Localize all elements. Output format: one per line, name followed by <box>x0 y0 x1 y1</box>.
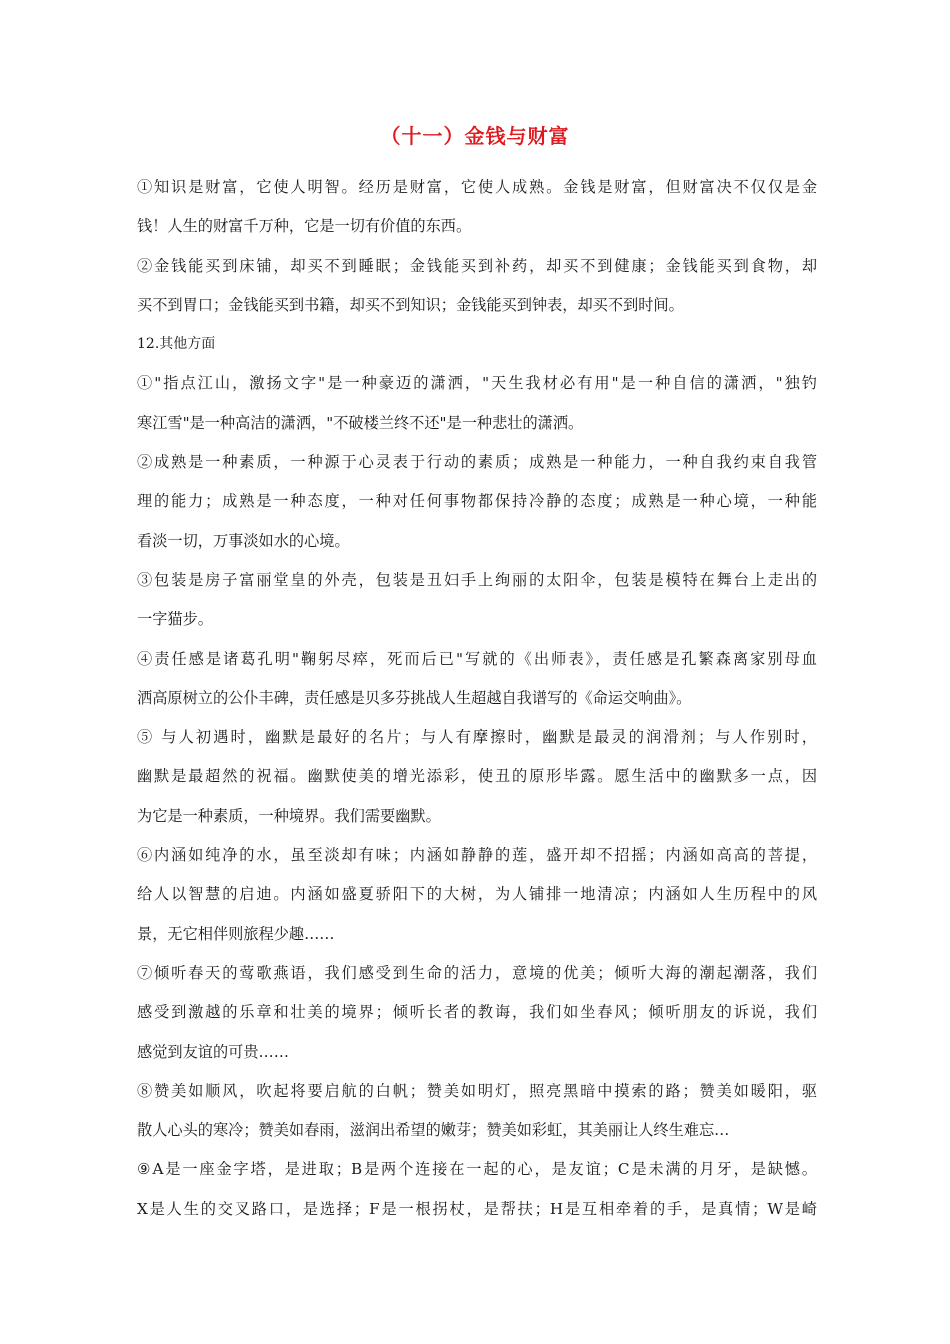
text-line: 一字猫步。 <box>137 610 213 629</box>
text-line: X是人生的交叉路口，是选择；F是一根拐杖，是帮扶；H是互相牵着的手，是真情；W是崎 <box>137 1199 817 1218</box>
text-line: 寒江雪"是一种高洁的潇洒，"不破楼兰终不还"是一种悲壮的潇洒。 <box>137 413 584 432</box>
text-line: ③包装是房子富丽堂皇的外壳，包装是丑妇手上绚丽的太阳伞，包装是模特在舞台上走出的 <box>137 570 817 589</box>
section-heading: 12.其他方面 <box>137 336 216 353</box>
text-line: 景，无它相伴则旅程少趣…… <box>137 924 335 943</box>
text-line: ⑨A是一座金字塔，是进取；B是两个连接在一起的心，是友谊；C是未满的月牙，是缺憾。 <box>137 1160 817 1179</box>
text-line: ⑥内涵如纯净的水，虽至淡却有味；内涵如静静的莲，盛开却不招摇；内涵如高高的菩提， <box>137 846 817 865</box>
text-line: ①知识是财富，它使人明智。经历是财富，它使人成熟。金钱是财富，但财富决不仅仅是金 <box>137 178 817 196</box>
text-line: 为它是一种素质，一种境界。我们需要幽默。 <box>137 806 441 825</box>
text-line: 洒高原树立的公仆丰碑，责任感是贝多芬挑战人生超越自我谱写的《命运交响曲》。 <box>137 688 692 707</box>
text-line: 看淡一切，万事淡如水的心境。 <box>137 531 350 550</box>
text-line: 散人心头的寒冷；赞美如春雨，滋润出希望的嫩芽；赞美如彩虹，其美丽让人终生难忘… <box>137 1121 730 1140</box>
text-line: 理的能力；成熟是一种态度，一种对任何事物都保持冷静的态度；成熟是一种心境，一种能 <box>137 492 817 511</box>
text-line: ⑤ 与人初遇时，幽默是最好的名片；与人有摩擦时，幽默是最灵的润滑剂；与人作别时， <box>137 728 817 747</box>
text-line: ④责任感是诸葛孔明"鞠躬尽瘁，死而后已"写就的《出师表》，责任感是孔繁森离家别母血 <box>137 649 817 668</box>
text-line: 给人以智慧的启迪。内涵如盛夏骄阳下的大树，为人铺排一地清凉；内涵如人生历程中的风 <box>137 885 817 904</box>
text-line: ②成熟是一种素质，一种源于心灵表于行动的素质；成熟是一种能力，一种自我约束自我管 <box>137 453 817 472</box>
text-line: ①"指点江山，激扬文字"是一种豪迈的潇洒，"天生我材必有用"是一种自信的潇洒，"独钓 <box>137 374 817 393</box>
text-line: 感受到激越的乐章和壮美的境界；倾听长者的教诲，我们如坐春风；倾听朋友的诉说，我们 <box>137 1003 817 1022</box>
text-line: 幽默是最超然的祝福。幽默使美的增光添彩，使丑的原形毕露。愿生活中的幽默多一点，因 <box>137 767 817 786</box>
text-line: ⑦倾听春天的莺歌燕语，我们感受到生命的活力，意境的优美；倾听大海的潮起潮落，我们 <box>137 963 817 982</box>
text-line: 钱！人生的财富千万种，它是一切有价值的东西。 <box>137 217 472 236</box>
text-line: 买不到胃口；金钱能买到书籍，却买不到知识；金钱能买到钟表，却买不到时间。 <box>137 295 684 314</box>
text-line: ⑧赞美如顺风，吹起将要启航的白帆；赞美如明灯，照亮黑暗中摸索的路；赞美如暖阳，驱 <box>137 1081 817 1100</box>
text-line: ②金钱能买到床铺，却买不到睡眠；金钱能买到补药，却买不到健康；金钱能买到食物，却 <box>137 256 817 275</box>
document-body <box>137 172 817 1233</box>
page-title: （十一）金钱与财富 <box>380 124 570 148</box>
text-line: 感觉到友谊的可贵…… <box>137 1042 289 1061</box>
